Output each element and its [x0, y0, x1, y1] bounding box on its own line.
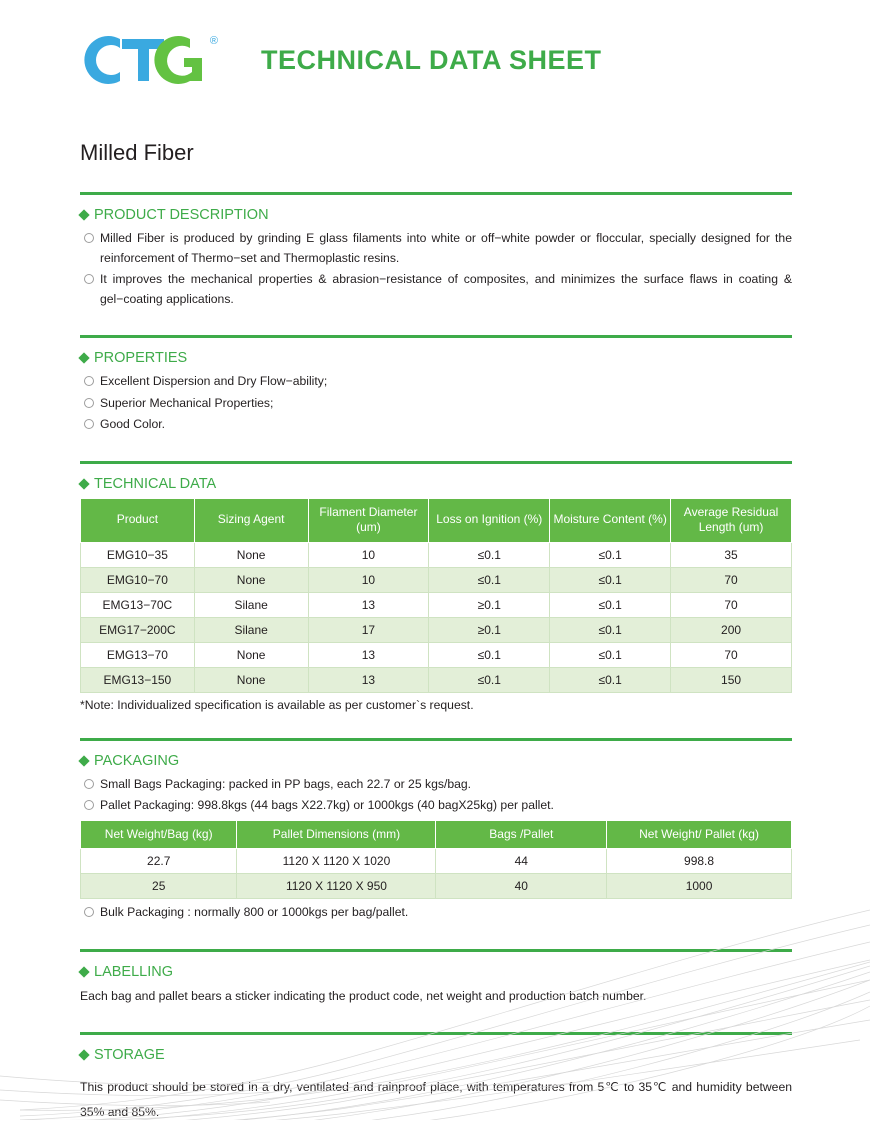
ctg-logo-mark — [78, 29, 213, 91]
table-row — [81, 592, 792, 617]
table-header-cell: Product — [81, 498, 195, 542]
table-row — [81, 542, 792, 567]
diamond-bullet-icon — [78, 1049, 89, 1060]
table-row — [81, 849, 792, 874]
packaging-bullet-text: Small Bags Packaging: packed in PP bags, each 22.7 or 25 kgs/bag. — [100, 776, 472, 791]
technical-data-note: *Note: Individualized specification is available as per customer`s request. — [80, 697, 474, 712]
packaging-bullet — [80, 903, 792, 923]
section-title-technical-data — [80, 476, 792, 492]
table-cell: 200 — [671, 617, 792, 642]
section-title-labelling — [80, 964, 792, 980]
document-header — [0, 0, 870, 104]
technical-data-table — [80, 498, 792, 693]
section-title-text: PACKAGING — [94, 752, 180, 769]
table-cell: 25 — [81, 874, 237, 899]
table-header-cell: Bags /Pallet — [436, 820, 607, 849]
circle-bullet-icon — [84, 779, 94, 789]
description-bullet-text: It improves the mechanical properties & abrasion−resistance of composites, and minimizes the surface flaws in coating & gel−coating applications. — [100, 272, 792, 306]
ctg-logo — [78, 29, 218, 91]
table-cell: None — [194, 567, 308, 592]
table-header-cell: Net Weight/ Pallet (kg) — [607, 820, 792, 849]
section-divider — [80, 461, 792, 464]
table-cell: None — [194, 667, 308, 692]
table-header-cell: Pallet Dimensions (mm) — [237, 820, 436, 849]
table-cell: 70 — [671, 567, 792, 592]
properties-bullet-text: Good Color. — [100, 417, 166, 432]
table-cell: 998.8 — [607, 849, 792, 874]
table-cell: 13 — [308, 667, 429, 692]
table-cell: 10 — [308, 567, 429, 592]
description-bullet — [80, 270, 792, 309]
table-cell: ≤0.1 — [550, 567, 671, 592]
table-cell: 1120 X 1120 X 1020 — [237, 849, 436, 874]
section-divider — [80, 1032, 792, 1035]
table-cell: 1120 X 1120 X 950 — [237, 874, 436, 899]
table-cell: 13 — [308, 642, 429, 667]
description-bullet — [80, 229, 792, 268]
labelling-text: Each bag and pallet bears a sticker indicating the product code, net weight and production batch number. — [80, 988, 647, 1003]
table-cell: ≤0.1 — [429, 642, 550, 667]
table-cell: EMG10−70 — [81, 567, 195, 592]
section-divider — [80, 335, 792, 338]
packaging-bullet-text: Pallet Packaging: 998.8kgs (44 bags X22.7kg) or 1000kgs (40 bagX25kg) per pallet. — [100, 798, 554, 813]
table-cell: ≤0.1 — [429, 542, 550, 567]
table-cell: Silane — [194, 617, 308, 642]
table-header-cell: Average Residual Length (um) — [671, 498, 792, 542]
section-divider — [80, 949, 792, 952]
table-cell: 70 — [671, 642, 792, 667]
packaging-bullet — [80, 796, 792, 816]
table-cell: EMG17−200C — [81, 617, 195, 642]
page-title: TECHNICAL DATA SHEET — [261, 44, 602, 75]
table-row — [81, 667, 792, 692]
table-cell: Silane — [194, 592, 308, 617]
diamond-bullet-icon — [78, 209, 89, 220]
table-cell: EMG13−70 — [81, 642, 195, 667]
section-divider — [80, 192, 792, 195]
table-row — [81, 567, 792, 592]
registered-trademark-icon: ® — [209, 35, 218, 47]
table-cell: 1000 — [607, 874, 792, 899]
circle-bullet-icon — [84, 274, 94, 284]
packaging-table — [80, 820, 792, 900]
properties-bullet — [80, 394, 792, 414]
table-cell: 13 — [308, 592, 429, 617]
table-cell: EMG13−150 — [81, 667, 195, 692]
section-title-storage — [80, 1047, 792, 1063]
properties-bullet-text: Superior Mechanical Properties; — [100, 395, 274, 410]
table-cell: ≤0.1 — [429, 667, 550, 692]
section-title-text: TECHNICAL DATA — [94, 475, 217, 492]
table-cell: ≤0.1 — [550, 592, 671, 617]
section-title-text: PRODUCT DESCRIPTION — [94, 207, 269, 223]
table-cell: EMG10−35 — [81, 542, 195, 567]
section-title-properties — [80, 350, 792, 366]
table-header-row — [81, 498, 792, 542]
table-header-row — [81, 820, 792, 849]
table-row — [81, 874, 792, 899]
section-divider — [80, 738, 792, 741]
table-cell: 40 — [436, 874, 607, 899]
properties-bullet — [80, 372, 792, 392]
table-header-cell: Filament Diameter (um) — [308, 498, 429, 542]
table-header-cell: Moisture Content (%) — [550, 498, 671, 542]
table-cell: ≥0.1 — [429, 592, 550, 617]
table-cell: None — [194, 542, 308, 567]
section-title-packaging — [80, 753, 792, 769]
packaging-bullet — [80, 775, 792, 795]
description-bullet-text: Milled Fiber is produced by grinding E glass filaments into white or off−white powder or floccular, specially designed for the reinforcement of Thermo−set and Thermoplastic resins. — [100, 231, 792, 265]
table-cell: None — [194, 642, 308, 667]
table-cell: 44 — [436, 849, 607, 874]
table-header-cell: Loss on Ignition (%) — [429, 498, 550, 542]
storage-text: This product should be stored in a dry, ventilated and rainproof place, with temperatures from 5℃ to 35℃ and humidity between 35% and 85%. — [80, 1080, 792, 1119]
table-cell: 17 — [308, 617, 429, 642]
table-cell: ≤0.1 — [550, 642, 671, 667]
table-header-cell: Sizing Agent — [194, 498, 308, 542]
packaging-bullet-text: Bulk Packaging : normally 800 or 1000kgs per bag/pallet. — [100, 905, 409, 920]
section-title-text: PROPERTIES — [94, 350, 188, 367]
table-cell: EMG13−70C — [81, 592, 195, 617]
table-cell: 70 — [671, 592, 792, 617]
diamond-bullet-icon — [78, 352, 89, 363]
diamond-bullet-icon — [78, 755, 89, 766]
circle-bullet-icon — [84, 800, 94, 810]
circle-bullet-icon — [84, 233, 94, 243]
properties-bullet-text: Excellent Dispersion and Dry Flow−ability; — [100, 374, 328, 389]
table-cell: ≤0.1 — [550, 667, 671, 692]
product-name: Milled Fiber — [80, 140, 194, 165]
properties-bullet — [80, 415, 792, 435]
table-header-cell: Net Weight/Bag (kg) — [81, 820, 237, 849]
section-title-product-description — [80, 207, 792, 223]
circle-bullet-icon — [84, 419, 94, 429]
diamond-bullet-icon — [78, 478, 89, 489]
table-cell: 150 — [671, 667, 792, 692]
section-title-text: STORAGE — [94, 1047, 165, 1064]
table-cell: ≤0.1 — [429, 567, 550, 592]
diamond-bullet-icon — [78, 966, 89, 977]
circle-bullet-icon — [84, 398, 94, 408]
table-cell: 10 — [308, 542, 429, 567]
table-cell: ≤0.1 — [550, 542, 671, 567]
table-cell: ≤0.1 — [550, 617, 671, 642]
document-body — [0, 192, 870, 1124]
table-cell: 35 — [671, 542, 792, 567]
table-row — [81, 617, 792, 642]
section-title-text: LABELLING — [94, 963, 173, 980]
table-row — [81, 642, 792, 667]
circle-bullet-icon — [84, 376, 94, 386]
circle-bullet-icon — [84, 907, 94, 917]
table-cell: 22.7 — [81, 849, 237, 874]
table-cell: ≥0.1 — [429, 617, 550, 642]
